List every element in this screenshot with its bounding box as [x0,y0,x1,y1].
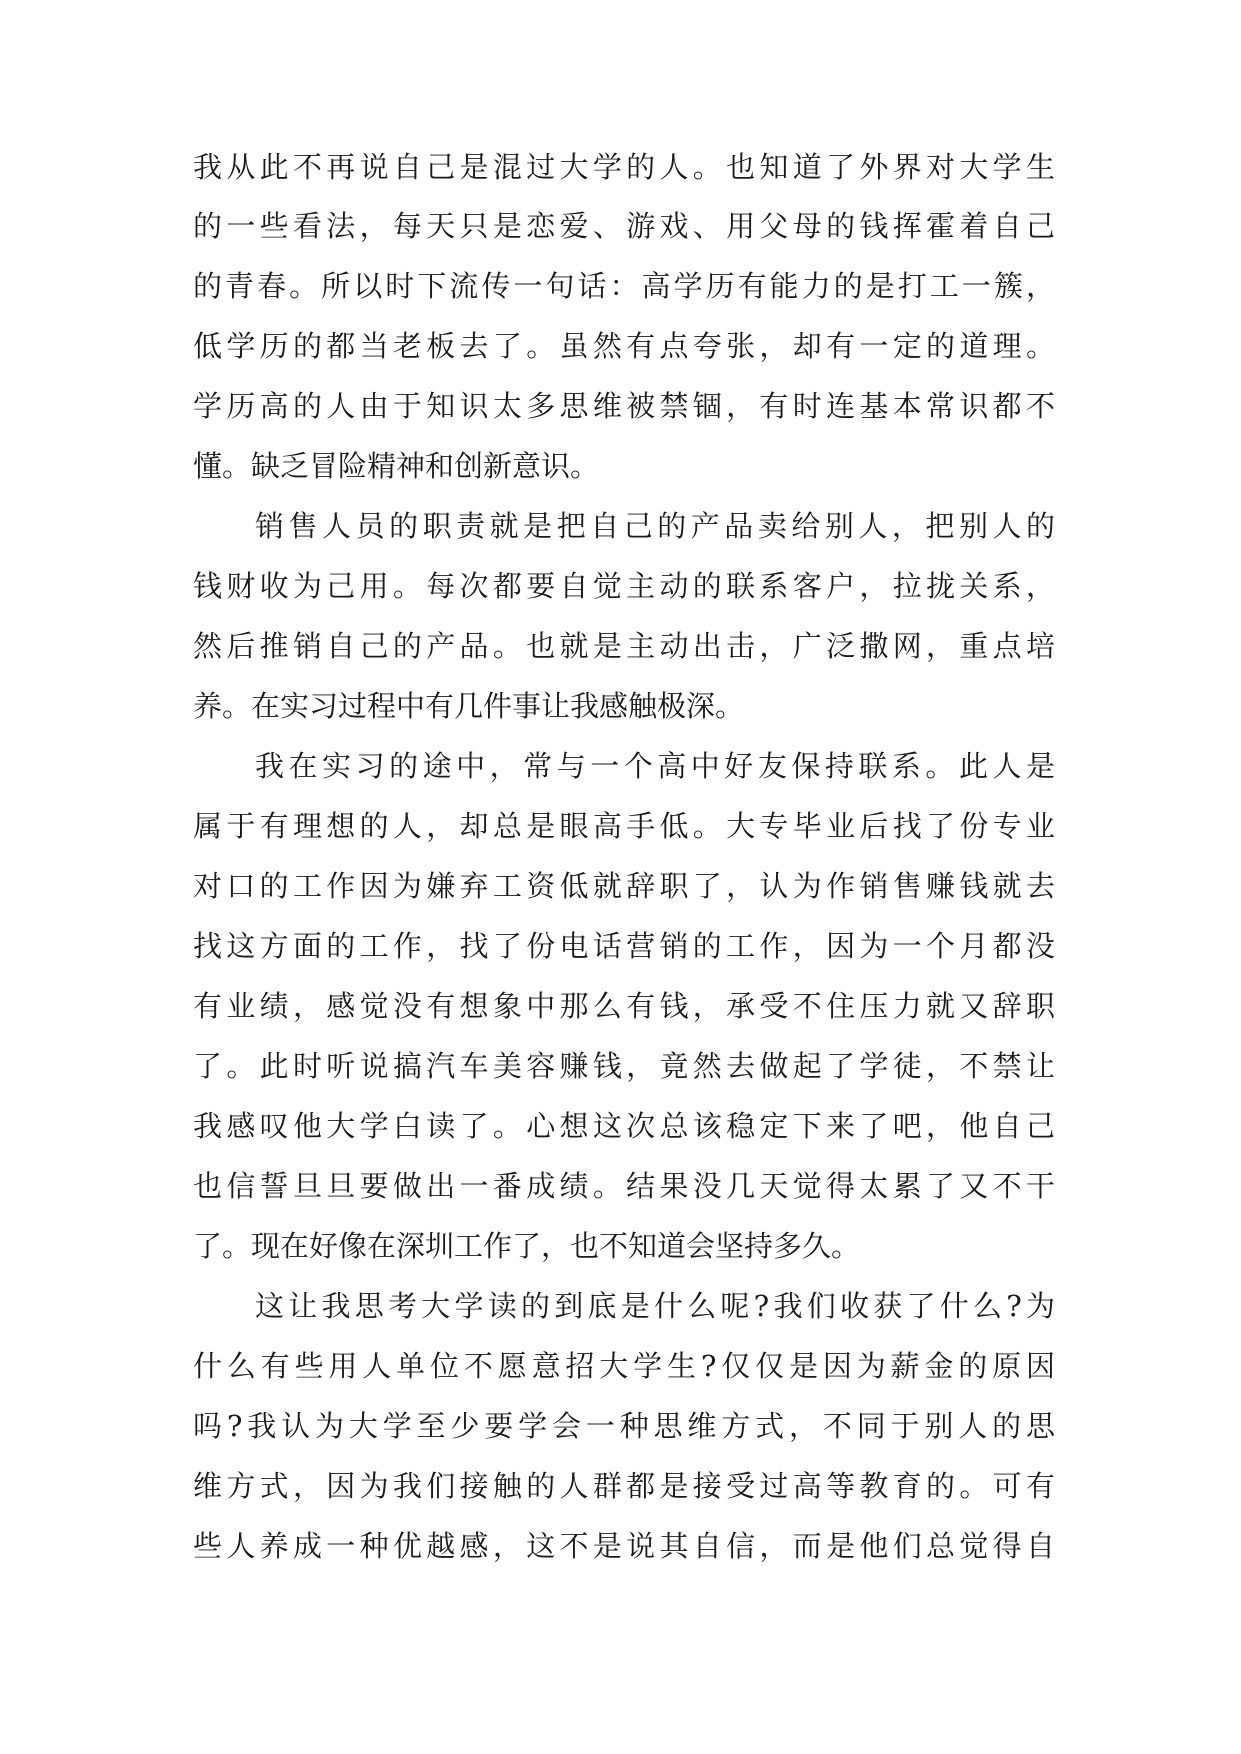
text-line: 我在实习的途中，常与一个高中好友保持联系。此人是 [255,749,1055,783]
text-line: 的一些看法，每天只是恋爱、游戏、用父母的钱挥霍着自己 [193,209,1055,243]
text-line: 这让我思考大学读的到底是什么呢?我们收获了什么?为 [255,1289,1055,1323]
text-line: 销售人员的职责就是把自己的产品卖给别人，把别人的 [255,509,1055,543]
text-line: 对口的工作因为嫌弃工资低就辞职了，认为作销售赚钱就去 [193,869,1055,903]
text-line: 懂。缺乏冒险精神和创新意识。 [193,449,600,483]
text-line: 找这方面的工作，找了份电话营销的工作，因为一个月都没 [193,929,1055,963]
text-line: 我从此不再说自己是混过大学的人。也知道了外界对大学生 [193,150,1055,184]
text-line: 有业绩，感觉没有想象中那么有钱，承受不住压力就又辞职 [193,989,1055,1023]
text-line: 低学历的都当老板去了。虽然有点夸张，却有一定的道理。 [193,329,1055,363]
text-line: 钱财收为己用。每次都要自觉主动的联系客户，拉拢关系， [193,569,1055,603]
text-line: 维方式，因为我们接触的人群都是接受过高等教育的。可有 [193,1469,1055,1503]
text-line: 属于有理想的人，却总是眼高手低。大专毕业后找了份专业 [193,809,1055,843]
text-line: 然后推销自己的产品。也就是主动出击，广泛撒网，重点培 [193,629,1055,663]
text-line: 养。在实习过程中有几件事让我感触极深。 [193,689,745,723]
text-line: 些人养成一种优越感，这不是说其自信，而是他们总觉得自 [193,1529,1055,1563]
text-line: 也信誓旦旦要做出一番成绩。结果没几天觉得太累了又不干 [193,1169,1055,1203]
text-line: 了。此时听说搞汽车美容赚钱，竟然去做起了学徒，不禁让 [193,1049,1055,1083]
text-line: 的青春。所以时下流传一句话：高学历有能力的是打工一簇， [193,269,1055,303]
text-line: 了。现在好像在深圳工作了，也不知道会坚持多久。 [193,1229,861,1263]
text-line: 我感叹他大学白读了。心想这次总该稳定下来了吧，他自己 [193,1109,1055,1143]
text-line: 什么有些用人单位不愿意招大学生?仅仅是因为薪金的原因 [193,1349,1055,1383]
text-line: 学历高的人由于知识太多思维被禁锢，有时连基本常识都不 [193,389,1055,423]
text-line: 吗?我认为大学至少要学会一种思维方式，不同于别人的思 [193,1409,1055,1443]
